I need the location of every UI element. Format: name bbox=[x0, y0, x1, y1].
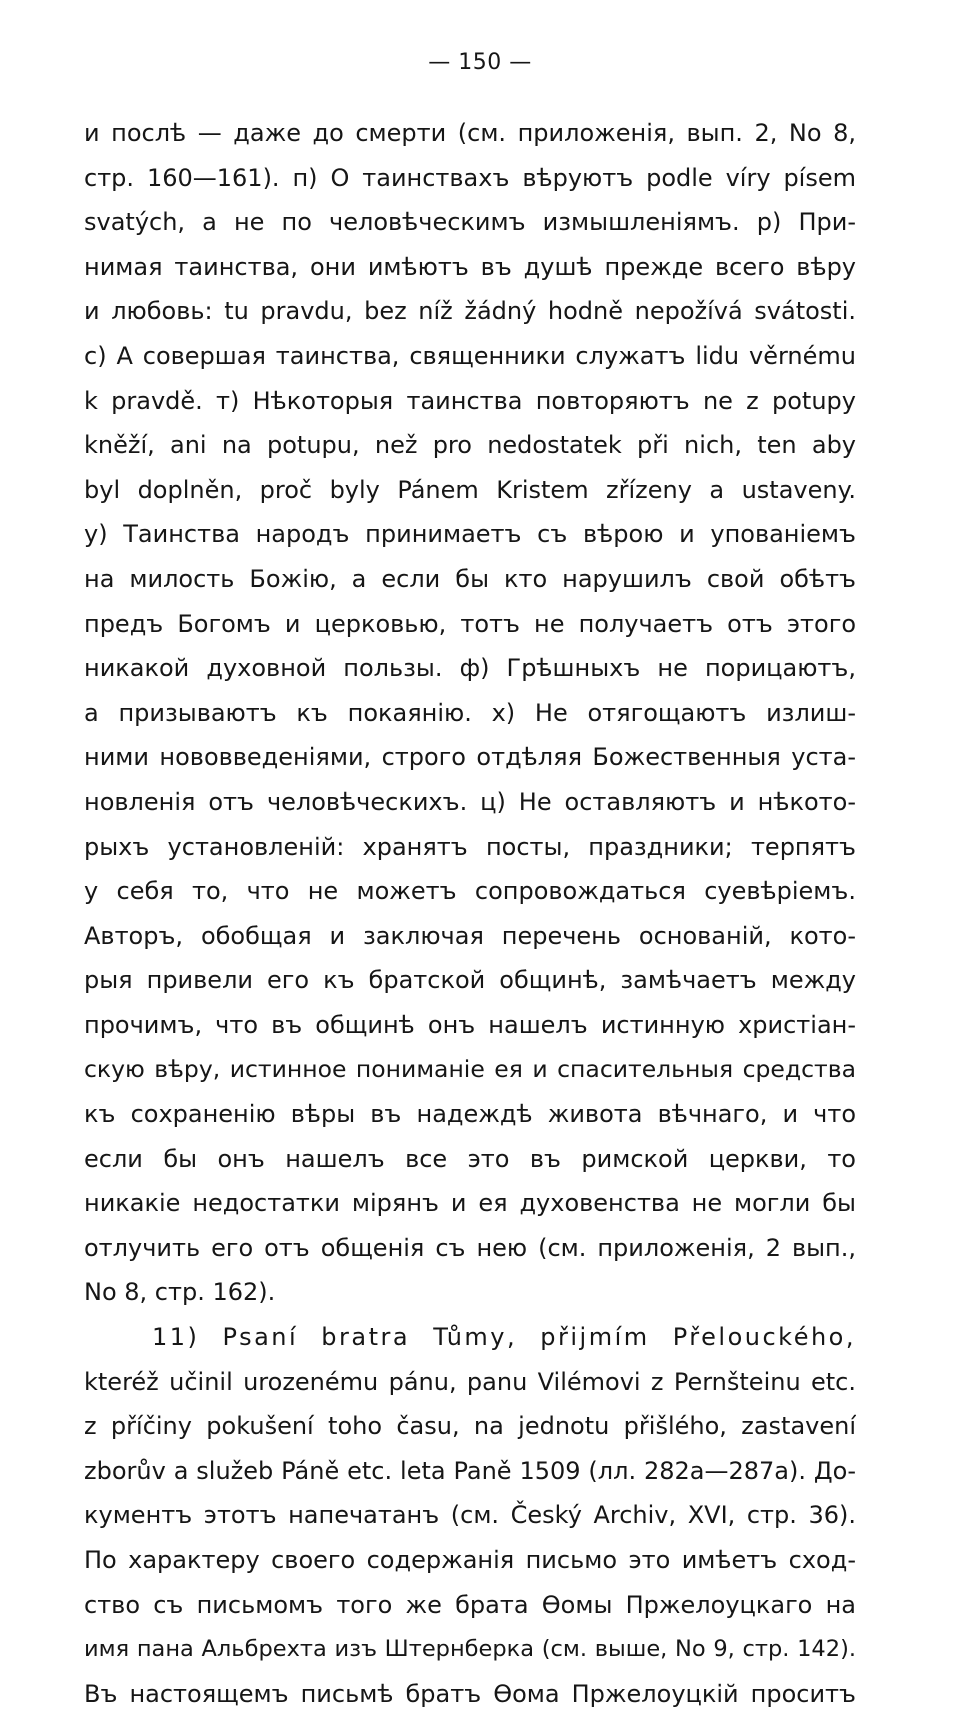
text-line: рыя привели его къ братской общинѣ, замѣчаетъ между bbox=[84, 966, 856, 995]
text-line: стр. 160—161). п) О таинствахъ вѣруютъ podle víry písem bbox=[84, 163, 856, 192]
text-line: byl doplněn, proč byly Pánem Kristem zřízeny a ustaveny. bbox=[84, 475, 856, 504]
text-line: отлучить его отъ общенія съ нею (см. приложенія, 2 вып., bbox=[84, 1233, 856, 1262]
text-line: къ сохраненію вѣры въ надеждѣ живота вѣчнаго, и что bbox=[84, 1100, 856, 1129]
body-text bbox=[84, 111, 856, 1716]
text-line: Авторъ, обобщая и заключая перечень основаній, кото- bbox=[84, 921, 856, 950]
text-line: kteréž učinil urozenému pánu, panu Vilémovi z Pernšteinu etc. bbox=[84, 1367, 856, 1396]
text-line: никакіе недостатки мірянъ и ея духовенства не могли бы bbox=[84, 1189, 856, 1218]
text-line: рыхъ установленій: хранятъ посты, праздники; терпятъ bbox=[84, 832, 856, 861]
text-line: кументъ этотъ напечатанъ (см. Český Archiv, XVI, стр. 36). bbox=[84, 1501, 856, 1530]
text-line: z příčiny pokušení toho času, na jednotu přišlého, zastavení bbox=[84, 1412, 856, 1441]
text-line: предъ Богомъ и церковью, тотъ не получаетъ отъ этого bbox=[84, 609, 856, 638]
text-line: у себя то, что не можетъ сопровождаться суевѣріемъ. bbox=[84, 877, 856, 906]
paragraph-end-line: No 8, стр. 162). bbox=[84, 1278, 276, 1307]
text-line: новленія отъ человѣческихъ. ц) Не оставляютъ и нѣкото- bbox=[84, 787, 856, 816]
text-line: Въ настоящемъ письмѣ братъ Ѳома Пржелоуцкій проситъ bbox=[84, 1679, 856, 1708]
text-line: а призываютъ къ покаянію. х) Не отягощаютъ излиш- bbox=[84, 698, 856, 727]
text-line: нимая таинства, они имѣютъ въ душѣ прежде всего вѣру bbox=[84, 252, 856, 281]
text-line: svatých, а не по человѣческимъ измышленіямъ. р) При- bbox=[84, 208, 856, 237]
text-line: k pravdě. т) Нѣкоторыя таинства повторяютъ ne z potupy bbox=[84, 386, 856, 415]
text-line: и любовь: tu pravdu, bez níž žádný hodně nepožívá svátosti. bbox=[84, 297, 856, 326]
text-line: ство съ письмомъ того же брата Ѳомы Пржелоуцкаго на bbox=[84, 1590, 856, 1619]
text-line: kněží, ani na potupu, než pro nedostatek při nich, ten aby bbox=[84, 431, 856, 460]
text-line: имя пана Альбрехта изъ Штернберка (см. выше, No 9, стр. 142). bbox=[84, 1636, 856, 1663]
text-line: никакой духовной пользы. ф) Грѣшныхъ не порицаютъ, bbox=[84, 654, 856, 683]
page-number: — 150 — bbox=[428, 50, 532, 75]
text-line: если бы онъ нашелъ все это въ римской церкви, то bbox=[84, 1144, 856, 1173]
text-line: zborův a služeb Páně etc. leta Paně 1509 (лл. 282а—287а). До- bbox=[84, 1456, 856, 1485]
section-heading-line: 11) Psaní bratra Tůmy, přijmím Přelouckého, bbox=[152, 1323, 856, 1352]
text-line: с) А совершая таинства, священники служатъ lidu věrnému bbox=[84, 341, 856, 370]
text-line: на милость Божію, а если бы кто нарушилъ свой обѣтъ bbox=[84, 564, 856, 593]
text-line: прочимъ, что въ общинѣ онъ нашелъ истинную христіан- bbox=[84, 1010, 856, 1039]
text-line: у) Таинства народъ принимаетъ съ вѣрою и упованіемъ bbox=[84, 520, 856, 549]
text-line: По характеру своего содержанія письмо это имѣетъ сход- bbox=[84, 1546, 856, 1574]
text-line: ними нововведеніями, строго отдѣляя Божественныя уста- bbox=[84, 743, 856, 772]
text-line: скую вѣру, истинное пониманіе ея и спасительныя средства bbox=[84, 1055, 856, 1084]
text-line: и послѣ — даже до смерти (см. приложенія, вып. 2, No 8, bbox=[84, 119, 856, 147]
